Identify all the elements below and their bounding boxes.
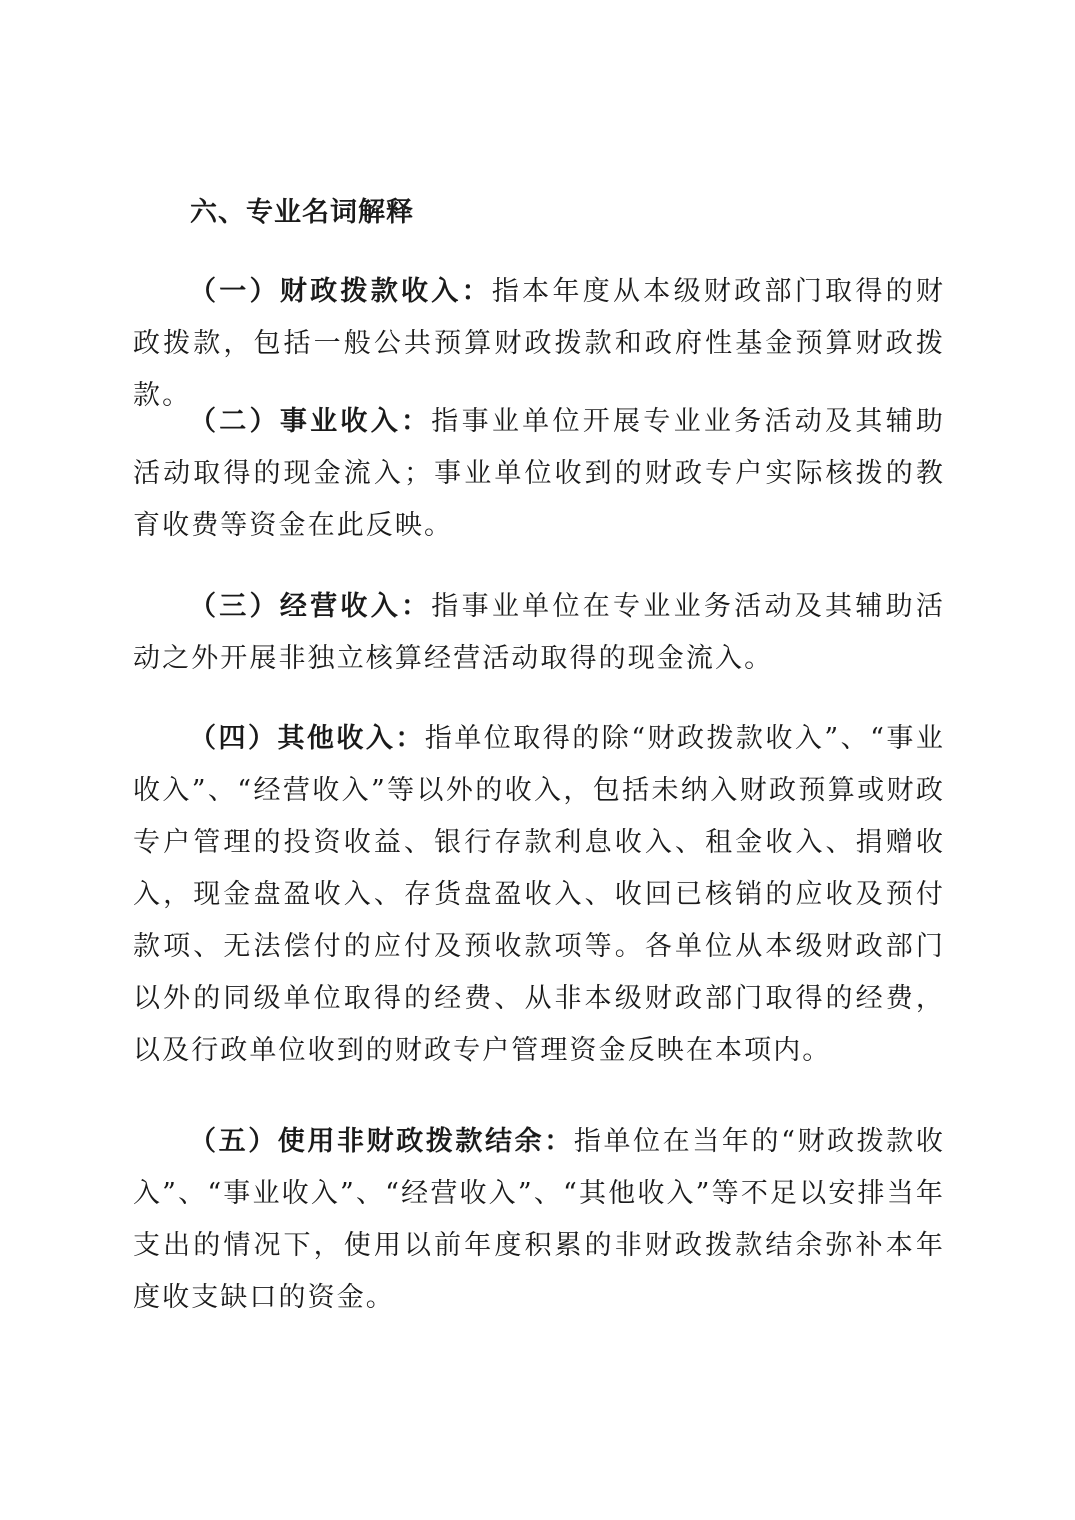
term-label: （四）其他收入：: [189, 723, 425, 754]
term-business-income: [133, 396, 945, 552]
term-other-income: [133, 713, 945, 1077]
term-label: （一）财政拨款收入：: [189, 276, 492, 307]
term-label: （二）事业收入：: [189, 406, 432, 437]
term-definition: 指本年度从本级财政部门取得的财政拨款，包括一般公共预算财政拨款和政府性基金预算财政拨款。: [133, 276, 945, 411]
term-non-fiscal-balance-usage: [133, 1116, 945, 1324]
term-operating-income: [133, 581, 945, 685]
term-definition: 指单位在当年的“财政拨款收入”、“事业收入”、“经营收入”、“其他收入”等不足以安排当年支出的情况下，使用以前年度积累的非财政拨款结余弥补本年度收支缺口的资金。: [133, 1126, 945, 1313]
section-heading: 六、专业名词解释: [190, 197, 414, 228]
term-label: （五）使用非财政拨款结余：: [189, 1126, 574, 1157]
term-definition: 指事业单位开展专业业务活动及其辅助活动取得的现金流入；事业单位收到的财政专户实际核拨的教育收费等资金在此反映。: [133, 406, 945, 541]
term-label: （三）经营收入：: [189, 591, 432, 622]
term-definition: 指事业单位在专业业务活动及其辅助活动之外开展非独立核算经营活动取得的现金流入。: [133, 591, 945, 674]
term-definition: 指单位取得的除“财政拨款收入”、“事业收入”、“经营收入”等以外的收入，包括未纳入财政预算或财政专户管理的投资收益、银行存款利息收入、租金收入、捐赠收入，现金盘盈收入、存货盘盈收入、收回已核销的应收及预付款项、无法偿付的应付及预收款项等。各单位从本级财政部门以外的同级单位取得的经费、从非本级财政部门取得的经费，以及行政单位收到的财政专户管理资金反映在本项内。: [133, 723, 945, 1066]
